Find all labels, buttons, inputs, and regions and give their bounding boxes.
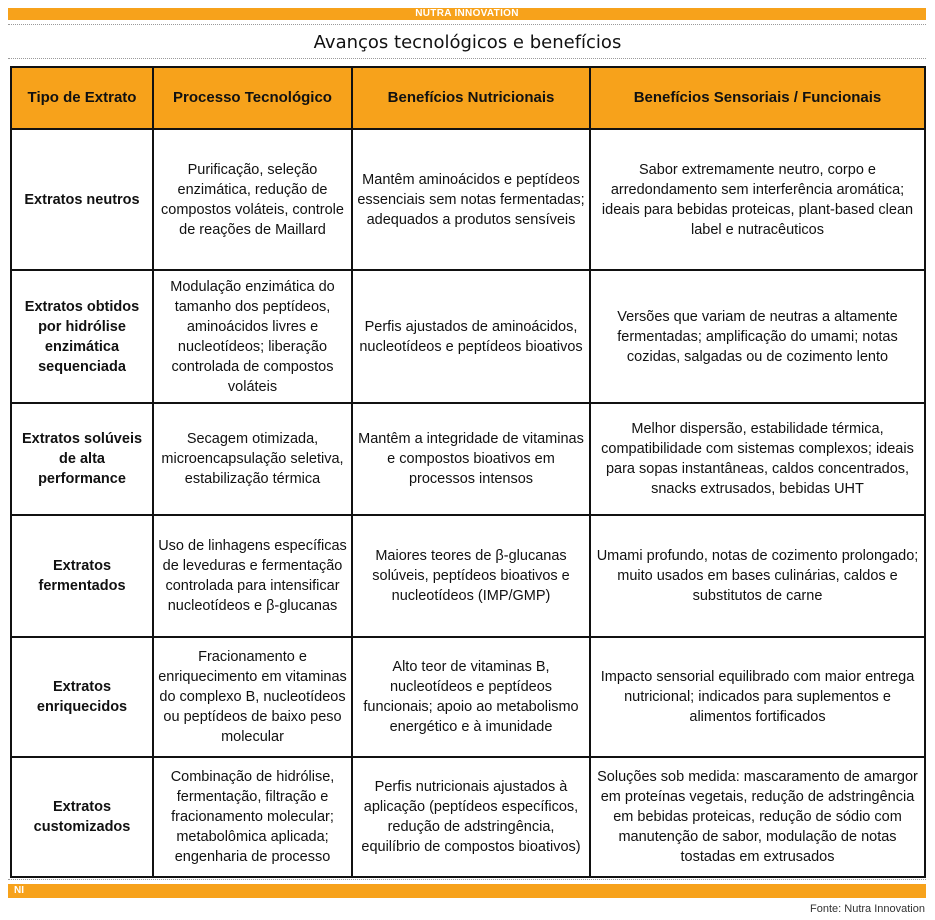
- extracts-table: [10, 66, 926, 878]
- column-header-sensory: Benefícios Sensoriais / Funcionais: [590, 67, 925, 129]
- sensory-cell: Soluções sob medida: mascaramento de amargor em proteínas vegetais, redução de adstringência em bebidas proteicas, redução de sódio com manutenção de sabor, modulação de notas tostadas em extrusados: [590, 757, 925, 877]
- process-cell: Secagem otimizada, microencapsulação seletiva, estabilização térmica: [153, 403, 352, 515]
- table-row: [11, 637, 925, 757]
- nutritional-cell: Mantêm aminoácidos e peptídeos essenciais sem notas fermentadas; adequados a produtos sensíveis: [352, 129, 590, 270]
- table-row: [11, 515, 925, 637]
- extract-type-cell: Extratos customizados: [11, 757, 153, 877]
- process-cell: Uso de linhagens específicas de leveduras e fermentação controlada para intensificar nucleotídeos e β-glucanas: [153, 515, 352, 637]
- page-title: Avanços tecnológicos e benefícios: [313, 32, 622, 53]
- process-cell: Purificação, seleção enzimática, redução de compostos voláteis, controle de reações de Maillard: [153, 129, 352, 270]
- table-row: [11, 757, 925, 877]
- brand-header-bar: NUTRA INNOVATION: [8, 8, 926, 20]
- extract-type-cell: Extratos solúveis de alta performance: [11, 403, 153, 515]
- sensory-cell: Umami profundo, notas de cozimento prolongado; muito usados em bases culinárias, caldos e substitutos de carne: [590, 515, 925, 637]
- nutritional-cell: Maiores teores de β-glucanas solúveis, peptídeos bioativos e nucleotídeos (IMP/GMP): [352, 515, 590, 637]
- table-header-row: [11, 67, 925, 129]
- nutritional-cell: Alto teor de vitaminas B, nucleotídeos e peptídeos funcionais; apoio ao metabolismo energético e à imunidade: [352, 637, 590, 757]
- extract-type-cell: Extratos fermentados: [11, 515, 153, 637]
- footer-bar: NI: [8, 884, 926, 898]
- extract-type-cell: Extratos enriquecidos: [11, 637, 153, 757]
- divider: [8, 879, 926, 880]
- nutritional-cell: Perfis ajustados de aminoácidos, nucleotídeos e peptídeos bioativos: [352, 270, 590, 403]
- table-row: [11, 270, 925, 403]
- table-row: [11, 403, 925, 515]
- sensory-cell: Versões que variam de neutras a altamente fermentadas; amplificação do umami; notas cozidas, salgadas ou de cozimento lento: [590, 270, 925, 403]
- source-caption: Fonte: Nutra Innovation: [810, 903, 925, 915]
- extract-type-cell: Extratos obtidos por hidrólise enzimática sequenciada: [11, 270, 153, 403]
- divider: [8, 58, 926, 59]
- process-cell: Modulação enzimática do tamanho dos peptídeos, aminoácidos livres e nucleotídeos; liberação controlada de compostos voláteis: [153, 270, 352, 403]
- sensory-cell: Melhor dispersão, estabilidade térmica, compatibilidade com sistemas complexos; ideais para sopas instantâneas, caldos concentrados, snacks extrusados, bebidas UHT: [590, 403, 925, 515]
- process-cell: Combinação de hidrólise, fermentação, filtração e fracionamento molecular; metabolômica aplicada; engenharia de processo: [153, 757, 352, 877]
- column-header-nutritional: Benefícios Nutricionais: [352, 67, 590, 129]
- sensory-cell: Impacto sensorial equilibrado com maior entrega nutricional; indicados para suplementos e alimentos fortificados: [590, 637, 925, 757]
- nutritional-cell: Mantêm a integridade de vitaminas e compostos bioativos em processos intensos: [352, 403, 590, 515]
- table-row: [11, 129, 925, 270]
- column-header-process: Processo Tecnológico: [153, 67, 352, 129]
- nutritional-cell: Perfis nutricionais ajustados à aplicação (peptídeos específicos, redução de adstringência, equilíbrio de compostos bioativos): [352, 757, 590, 877]
- extract-type-cell: Extratos neutros: [11, 129, 153, 270]
- column-header-type: Tipo de Extrato: [11, 67, 153, 129]
- divider: [8, 24, 926, 25]
- process-cell: Fracionamento e enriquecimento em vitaminas do complexo B, nucleotídeos ou peptídeos de baixo peso molecular: [153, 637, 352, 757]
- sensory-cell: Sabor extremamente neutro, corpo e arredondamento sem interferência aromática; ideais para bebidas proteicas, plant-based clean label e nutracêuticos: [590, 129, 925, 270]
